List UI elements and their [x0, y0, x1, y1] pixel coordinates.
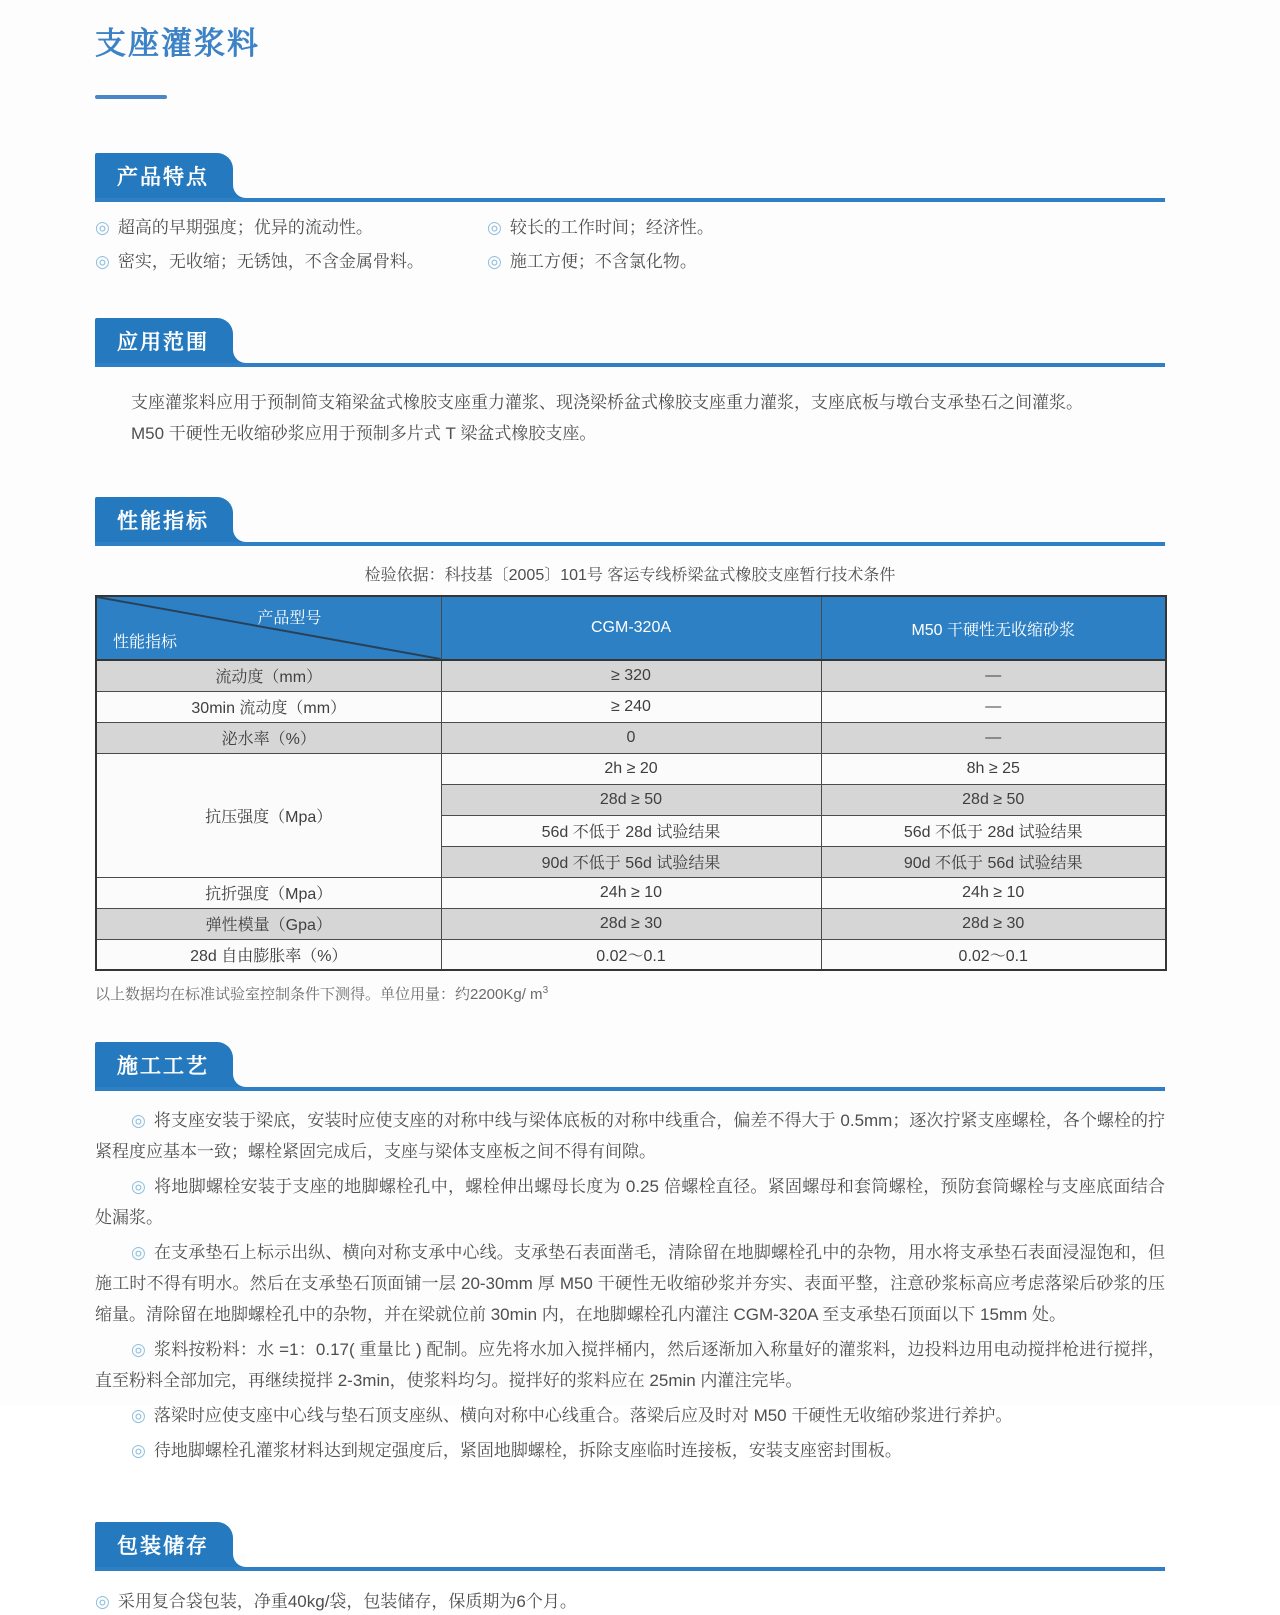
ring-bullet-icon: ◎: [95, 1592, 110, 1611]
list-item: [95, 250, 487, 274]
construction-steps: [95, 1105, 1165, 1466]
packaging-text: 采用复合袋包装，净重40kg/袋，包装储存，保质期为6个月。: [117, 1592, 577, 1611]
ring-bullet-icon: ◎: [95, 218, 110, 237]
cell-value: ≥ 240: [441, 691, 821, 722]
column-header: M50 干硬性无收缩砂浆: [821, 596, 1166, 660]
table-row: [96, 722, 1166, 753]
list-item: [95, 216, 487, 240]
table-footnote: [95, 983, 1165, 1004]
cell-value: ≥ 320: [441, 660, 821, 691]
ring-bullet-icon: ◎: [131, 1340, 147, 1359]
test-basis-line: 检验依据：科技基〔2005〕101号 客运专线桥梁盆式橡胶支座暂行技术条件: [364, 567, 896, 584]
cell-value: 0: [441, 722, 821, 753]
section-head-performance: [95, 497, 1165, 546]
table-header-row: [96, 596, 1166, 660]
cell-value: 28d ≥ 50: [441, 784, 821, 815]
tab-flare: [233, 185, 246, 198]
ring-bullet-icon: ◎: [487, 252, 502, 271]
list-item: [95, 1105, 1165, 1167]
section-tab-application-label: 应用范围: [117, 331, 209, 354]
list-item: [95, 1237, 1165, 1330]
tab-flare: [233, 529, 246, 542]
section-tab-packaging: [95, 1522, 233, 1567]
feature-text: 超高的早期强度；优异的流动性。: [117, 218, 373, 237]
list-item: [95, 1400, 1165, 1431]
diagonal-header-cell: [96, 596, 441, 660]
step-text: 待地脚螺栓孔灌浆材料达到规定强度后，紧固地脚螺栓，拆除支座临时连接板，安装支座密封围板。: [153, 1441, 902, 1460]
footnote-superscript: 3: [542, 985, 549, 996]
section-head-features: [95, 153, 1165, 202]
tab-flare: [233, 350, 246, 363]
tab-flare: [233, 1554, 246, 1567]
cell-value: 2h ≥ 20: [441, 753, 821, 784]
tab-flare: [233, 1074, 246, 1087]
title-underline: [95, 95, 167, 99]
table-row: [96, 660, 1166, 691]
cell-value: 28d ≥ 30: [441, 908, 821, 939]
ring-bullet-icon: ◎: [131, 1111, 146, 1130]
ring-bullet-icon: ◎: [95, 252, 110, 271]
row-label: 抗折强度（Mpa）: [96, 877, 441, 908]
section-tab-construction: [95, 1042, 233, 1087]
list-item: [95, 1589, 1165, 1615]
row-label: 30min 流动度（mm）: [96, 691, 441, 722]
cell-value: —: [821, 722, 1166, 753]
table-row: [96, 939, 1166, 970]
section-head-construction: [95, 1042, 1165, 1091]
step-text: 在支承垫石上标示出纵、横向对称支承中心线。支承垫石表面凿毛，清除留在地脚螺栓孔中的杂物，用水将支承垫石表面浸湿饱和，但施工时不得有明水。然后在支承垫石顶面铺一层 20-30mm 厚 M50 干硬性无收缩砂浆并夯实、表面平整，注意砂浆标高应考虑落梁后砂浆的压缩量。清除留在地脚螺栓孔中的杂物，并在梁就位前 30min 内，在地脚螺栓孔内灌注 CGM-320A 至支承垫石顶面以下 15mm 处。: [95, 1243, 1165, 1324]
paragraph: 支座灌浆料应用于预制简支箱梁盆式橡胶支座重力灌浆、现浇梁桥盆式橡胶支座重力灌浆，支座底板与墩台支承垫石之间灌浆。: [131, 393, 1083, 412]
cell-value: 56d 不低于 28d 试验结果: [441, 815, 821, 846]
cell-value: 0.02～0.1: [821, 939, 1166, 970]
section-tab-construction-label: 施工工艺: [117, 1055, 209, 1078]
list-item: [487, 250, 1165, 274]
section-tab-application: [95, 318, 233, 363]
cell-value: —: [821, 660, 1166, 691]
ring-bullet-icon: ◎: [131, 1177, 147, 1196]
feature-text: 较长的工作时间；经济性。: [509, 218, 714, 237]
feature-text: 施工方便；不含氯化物。: [509, 252, 697, 271]
row-label: 流动度（mm）: [96, 660, 441, 691]
list-item: [95, 1334, 1165, 1396]
step-text: 浆料按粉料：水 =1：0.17( 重量比 ) 配制。应先将水加入搅拌桶内，然后逐渐加入称量好的灌浆料，边投料边用电动搅拌枪进行搅拌，直至粉料全部加完，再继续搅拌 2-3min，使浆料均匀。搅拌好的浆料应在 25min 内灌注完毕。: [95, 1340, 1165, 1390]
cell-value: 24h ≥ 10: [821, 877, 1166, 908]
section-tab-performance-label: 性能指标: [117, 510, 209, 533]
list-item: [95, 1435, 1165, 1466]
table-row: [96, 691, 1166, 722]
section-tab-packaging-label: 包装储存: [117, 1535, 209, 1558]
list-item: [95, 1171, 1165, 1233]
column-header: CGM-320A: [441, 596, 821, 660]
paragraph: M50 干硬性无收缩砂浆应用于预制多片式 T 梁盆式橡胶支座。: [131, 424, 597, 443]
cell-value: 56d 不低于 28d 试验结果: [821, 815, 1166, 846]
ring-bullet-icon: ◎: [131, 1406, 146, 1425]
row-label: 泌水率（%）: [96, 722, 441, 753]
diag-label-product-model: 产品型号: [257, 610, 322, 627]
application-paragraphs: [95, 387, 1165, 449]
step-text: 落梁时应使支座中心线与垫石顶支座纵、横向对称中心线重合。落梁后应及时对 M50 干硬性无收缩砂浆进行养护。: [153, 1406, 1013, 1425]
cell-value: —: [821, 691, 1166, 722]
cell-value: 90d 不低于 56d 试验结果: [441, 846, 821, 877]
footnote-text: 以上数据均在标准试验室控制条件下测得。单位用量：约2200Kg/ m: [95, 986, 543, 1003]
table-row: [96, 877, 1166, 908]
section-head-packaging: [95, 1522, 1165, 1571]
features-list: [95, 216, 1165, 274]
ring-bullet-icon: ◎: [487, 218, 502, 237]
section-head-application: [95, 318, 1165, 367]
row-label: 弹性模量（Gpa）: [96, 908, 441, 939]
page-title: 支座灌浆料: [95, 26, 260, 61]
step-text: 将支座安装于梁底，安装时应使支座的对称中线与梁体底板的对称中线重合，偏差不得大于 0.5mm；逐次拧紧支座螺栓，各个螺栓的拧紧程度应基本一致；螺栓紧固完成后，支座与梁体支座板之间不得有间隙。: [95, 1111, 1165, 1161]
table-row: [96, 753, 1166, 784]
ring-bullet-icon: ◎: [131, 1243, 146, 1262]
cell-value: 0.02～0.1: [441, 939, 821, 970]
cell-value: 28d ≥ 30: [821, 908, 1166, 939]
step-text: 将地脚螺栓安装于支座的地脚螺栓孔中，螺栓伸出螺母长度为 0.25 倍螺栓直径。紧固螺母和套筒螺栓，预防套筒螺栓与支座底面结合处漏浆。: [95, 1177, 1165, 1227]
section-tab-features: [95, 153, 233, 198]
cell-value: 90d 不低于 56d 试验结果: [821, 846, 1166, 877]
row-label: 28d 自由膨胀率（%）: [96, 939, 441, 970]
list-item: [487, 216, 1165, 240]
section-tab-performance: [95, 497, 233, 542]
section-tab-features-label: 产品特点: [117, 166, 209, 189]
performance-table: [95, 595, 1167, 971]
cell-value: 24h ≥ 10: [441, 877, 821, 908]
cell-value: 8h ≥ 25: [821, 753, 1166, 784]
ring-bullet-icon: ◎: [131, 1441, 146, 1460]
row-label: 抗压强度（Mpa）: [96, 753, 441, 877]
feature-text: 密实，无收缩；无锈蚀，不含金属骨料。: [117, 252, 424, 271]
cell-value: 28d ≥ 50: [821, 784, 1166, 815]
diag-label-performance-index: 性能指标: [113, 634, 178, 651]
table-row: [96, 908, 1166, 939]
